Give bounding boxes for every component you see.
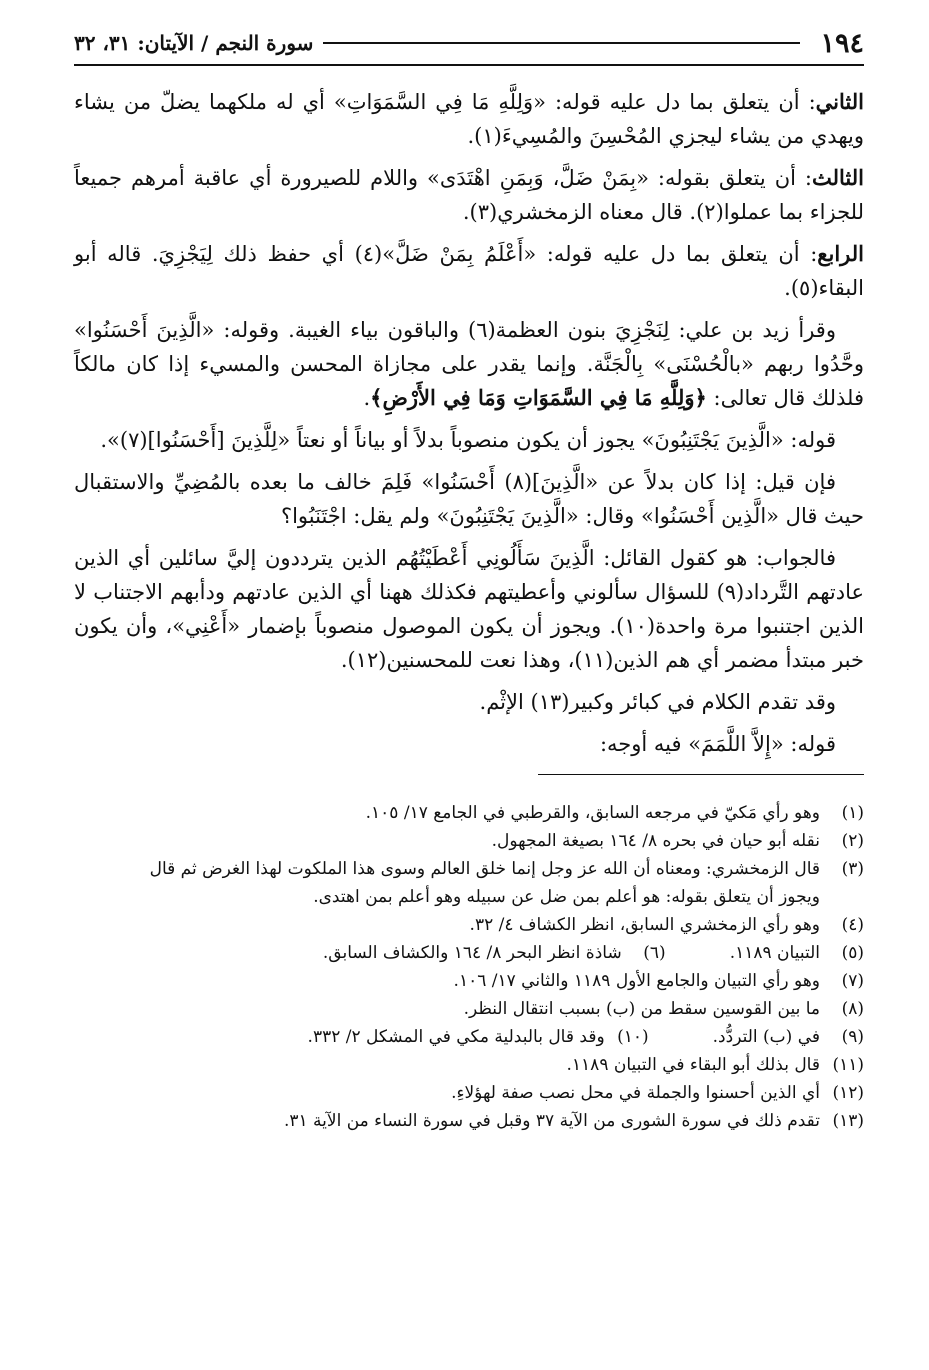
paragraph-sin [74,685,864,719]
footnote-text: تقدم ذلك في سورة الشورى من الآية ٣٧ وقبل في سورة النساء من الآية ٣١. [283,1111,820,1131]
footnotes [74,799,864,1135]
running-title: سورة النجم / الآيتان: ٣١، ٣٢ [74,31,314,55]
footnote-text: وهو رأي مَكيّ في مرجعه السابق، والقرطبي في الجامع ١٧/ ١٠٥. [365,803,820,823]
term-second: الثاني [815,89,864,114]
paragraph-text: : أن يتعلق بما دل عليه قوله: «أَعْلَمُ بِمَنْ ضَلَّ»(٤) أي حفظ ذلك لِيَجْزِيَ. قاله أبو البقاء(٥). [74,242,864,300]
footnote-number: (١١) [832,1055,864,1075]
footnote-text: ما بين القوسين سقط من (ب) بسبب انتقال النظر. [463,999,820,1019]
footnote-number: (٢) [841,831,864,851]
paragraph-text: : أن يتعلق بما دل عليه قوله: «وَلِلَّهِ مَا فِي السَّمَوَاتِ» أي له ملكهما يضلّ من يشاء ويهدي من يشاء ليجزي المُحْسِنَ والمُسِيءَ(١). [74,90,864,148]
footnote-number: (٧) [841,971,864,991]
paragraph-question [74,465,864,533]
term-fourth: الرابع [817,241,864,266]
footnote-number: (١٠) [617,1027,649,1047]
footnote-2 [74,827,864,855]
footnote-text: نقله أبو حيان في بحره ٨/ ١٦٤ بصيغة المجهول. [491,831,820,851]
paragraph-fourth [74,237,864,305]
footnote-9 [713,1023,864,1051]
page-header [74,26,864,66]
footnote-text: وقد قال بالبدلية مكي في المشكل ٢/ ٣٣٢. [307,1027,605,1047]
footnote-11 [74,1051,864,1079]
footnote-number: (٨) [841,999,864,1019]
footnote-number: (٤) [841,915,864,935]
footnote-number: (٥) [841,943,864,963]
footnote-10 [308,1023,649,1051]
footnote-text: وهو رأي التبيان والجامع الأول ١١٨٩ والثاني ١٧/ ١٠٦. [453,971,820,991]
page-number: ١٩٤ [820,27,864,59]
quran-verse: ﴿وَلِلَّهِ مَا فِي السَّمَوَاتِ وَمَا فِي الأَرْضِ﴾ [370,385,707,410]
main-text [74,85,864,761]
footnote-number: (١٢) [832,1083,864,1103]
footnote-number: (١) [841,803,864,823]
footnote-number: (٣) [841,859,864,879]
paragraph-text: فالجواب: هو كقول القائل: الَّذِينَ سَأَلُونِي أَعْطَيْتُهُم الذين يترددون إليَّ سائلين أي الذين عادتهم التَّرداد(٩) للسؤال سألوني وأعطيتهم فكذلك ههنا أي الذين عادتهم ودأبهم الاجتناب لا الذين اجتنبوا مرة واحدة(١٠). ويجوز أن يكون الموصول منصوباً بإضمار «أَعْنِي»، وأن يكون خبر مبتدأ مضمر أي هم الذين(١١)، وهذا نعت للمحسنين(١٢). [74,546,864,672]
footnote-1 [74,799,864,827]
footnote-7 [74,967,864,995]
footnote-row-9-10 [74,1023,864,1051]
footnote-text: قال بذلك أبو البقاء في التبيان ١١٨٩. [566,1055,820,1075]
footnote-text: التبيان ١١٨٩. [729,943,820,963]
footnote-5 [730,939,864,967]
paragraph-answer [74,541,864,677]
paragraph-reading: وقرأ زيد بن علي: لِنَجْزِيَ بنون العظمة(٦) والباقون بياء الغيبة. وقوله: «الَّذِينَ أَحْسَنُوا» وحَّدُوا ربهم «بالْحُسْنَى» بِالْجَنَّة. وإنما يقدر على مجازاة المحسن والمسيء إذا كان مالكاً فلذلك قال تعالى: ﴿وَلِلَّهِ مَا فِي السَّمَوَاتِ وَمَا فِي الأَرْضِ﴾. [74,318,864,410]
footnote-divider [538,774,864,775]
footnote-4 [74,911,864,939]
paragraph-text: : أن يتعلق بقوله: «بِمَنْ ضَلَّ، وَبِمَنِ اهْتَدَى» واللام للصيرورة أي عاقبة أمرهم جميعاً للجزاء بما عملوا(٢). قال معناه الزمخشري(٣). [74,166,864,224]
footnote-12 [74,1079,864,1107]
header-rule [323,42,800,44]
paragraph-text: وقرأ زيد بن علي: لِنَجْزِيَ بنون العظمة(٦) والباقون بياء الغيبة. وقوله: «الَّذِينَ أَحْسَنُوا» وحَّدُوا ربهم «بالْحُسْنَى» بِالْجَنَّة. وإنما يقدر على مجازاة المحسن والمسيء إذا كان مالكاً فلذلك قال تعالى: [74,318,864,410]
term-third: الثالث [812,165,864,190]
footnote-text: في (ب) التردُّد. [712,1027,820,1047]
footnote-text: شاذة انظر البحر ٨/ ١٦٤ والكشاف السابق. [322,943,622,963]
paragraph-text: قوله: «إِلاَّ اللَّمَمَ» فيه أوجه: [599,732,836,756]
footnote-number: (٩) [841,1027,864,1047]
footnote-8 [74,995,864,1023]
paragraph-text: فإن قيل: إذا كان بدلاً عن «الَّذِينَ](٨) أَحْسَنُوا» فَلِمَ خالف ما بعده بالمُضِيِّ والاستقبال حيث قال «الَّذِين أَحْسَنُوا» وقال: «الَّذِينَ يَجْتَنِبُونَ» ولم يقل: اجْتَنَبُوا؟ [74,470,864,528]
paragraph-saying [74,423,864,457]
footnote-6 [323,939,666,967]
footnote-row-5-6 [74,939,864,967]
book-page [74,26,864,1135]
footnote-number: (١٣) [832,1111,864,1131]
paragraph-third [74,161,864,229]
footnote-13 [74,1107,864,1135]
footnote-text: قال الزمخشري: ومعناه أن الله عز وجل إنما خلق العالم وسوى هذا الملكوت لهذا الغرض ثم قال [149,859,820,879]
paragraph-second [74,85,864,153]
footnote-text: وهو رأي الزمخشري السابق، انظر الكشاف ٤/ ٣٢. [469,915,820,935]
footnote-3-continuation: ويجوز أن يتعلق بقوله: هو أعلم بمن ضل عن سبيله وهو أعلم بمن اهتدى. [313,887,820,907]
footnote-text: أي الذين أحسنوا والجملة في محل نصب صفة لهؤلاءِ. [451,1083,820,1103]
paragraph-text: وقد تقدم الكلام في كبائر وكبير(١٣) الإثْم. [479,690,836,714]
footnote-number: (٦) [643,943,666,963]
footnote-3 [74,855,864,883]
paragraph-lamam [74,727,864,761]
paragraph-text: قوله: «الَّذِينَ يَجْتَنِبُونَ» يجوز أن يكون منصوباً بدلاً أو بياناً أو نعتاً «لِلَّذِينَ [أَحْسَنُوا](٧)». [100,428,836,452]
